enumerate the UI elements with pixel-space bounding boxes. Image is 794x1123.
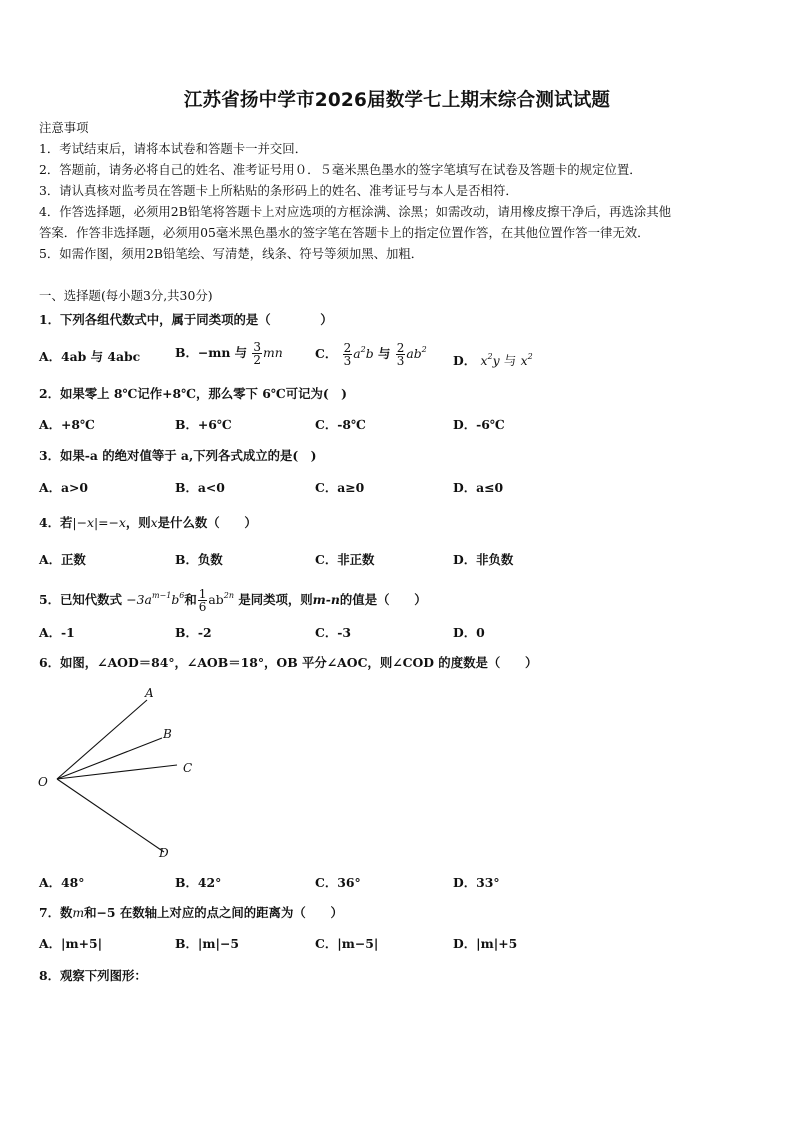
question-4-option-c: C．非正数 [315,552,375,567]
ray-oa [57,700,147,779]
question-5-option-b: B．-2 [175,625,212,640]
question-4-option-d: D．非负数 [453,552,514,567]
notice-item: 4．作答选择题，必须用2B铅笔将答题卡上对应选项的方框涂满、涂黑；如需改动，请用橡皮擦干净后，再选涂其他 [39,204,672,219]
question-4-option-b: B．负数 [175,552,223,567]
question-2-option-b: B．+6℃ [175,417,232,432]
question-1-stem: 1．下列各组代数式中，属于同类项的是（ ） [39,312,333,327]
page-title: 江苏省扬中学市2026届数学七上期末综合测试试题 [183,90,611,111]
question-1-option-b: B．−mn 与 $\frac{3}{2}$ mn [175,340,283,367]
notice-heading: 注意事项 [39,120,89,135]
question-1-option-a: A．4ab 与 4abc [39,349,141,364]
question-2-option-a: A．+8℃ [39,417,95,432]
angle-figure [30,680,220,865]
question-5-option-d: D．0 [453,625,485,640]
notice-item: 2．答题前，请务必将自己的姓名、准考证号用０．５毫米黑色墨水的签字笔填写在试卷及答题卡的规定位置． [39,162,642,177]
section-heading: 一、选择题(每小题3分,共30分) [39,288,213,303]
question-2-stem: 2．如果零上 8℃记作+8℃，那么零下 6℃可记为( ) [39,386,348,401]
question-6-option-d: D．33° [453,875,500,890]
question-7-option-b: B．|m|−5 [175,936,239,951]
question-5-stem: 5．已知代数式 $-3a^{m-1}b^6$和 $\frac{1}{6}$ $ab^{2n}$ 是同类项，则m-n的值是（ ） [39,587,427,614]
question-6-stem: 6．如图，∠AOD＝84°，∠AOB＝18°，OB 平分∠AOC，则∠COD 的度数是（ ） [39,655,538,670]
label-b: B [163,727,172,741]
question-3-option-d: D．a≤0 [453,480,504,495]
question-1-option-d: D． $x^2y$ 与 $x^2$ [453,352,533,368]
question-3-stem: 3．如果-a 的绝对值等于 a,下列各式成立的是( ) [39,448,317,463]
ray-od [57,779,164,852]
question-1-option-c: C． $\frac{2}{3}$ $a^2b$ 与 $\frac{2}{3}$ $ab^2$ [315,341,427,368]
question-3-option-b: B．a<0 [175,480,225,495]
question-3-option-c: C．a≥0 [315,480,365,495]
label-o: O [38,775,48,789]
question-7-stem: 7．数m和−5 在数轴上对应的点之间的距离为（ ） [39,905,343,920]
question-6-option-a: A．48° [39,875,85,890]
question-2-option-d: D．-6℃ [453,417,505,432]
notice-item: 1．考试结束后，请将本试卷和答题卡一并交回． [39,141,308,156]
question-7-option-d: D．|m|+5 [453,936,518,951]
notice-item: 5．如需作图，须用2B铅笔绘、写清楚，线条、符号等须加黑、加粗． [39,246,424,261]
question-4-option-a: A．正数 [39,552,86,567]
question-4-stem: 4．若|−x|=−x，则x是什么数（ ） [39,515,257,530]
question-8-stem: 8．观察下列图形： [39,968,147,983]
question-5-option-c: C．-3 [315,625,352,640]
question-7-option-c: C．|m−5| [315,936,379,951]
question-3-option-a: A．a>0 [39,480,89,495]
notice-item: 3．请认真核对监考员在答题卡上所粘贴的条形码上的姓名、准考证号与本人是否相符． [39,183,518,198]
question-5-option-a: A．-1 [39,625,75,640]
label-d: D [159,846,169,860]
question-6-option-b: B．42° [175,875,222,890]
question-2-option-c: C．-8℃ [315,417,366,432]
label-a: A [145,686,154,700]
question-6-option-c: C．36° [315,875,361,890]
notice-item: 答案．作答非选择题，必须用05毫米黑色墨水的签字笔在答题卡上的指定位置作答，在其他位置作答一律无效． [39,225,650,240]
question-7-option-a: A．|m+5| [39,936,103,951]
label-c: C [183,761,193,775]
